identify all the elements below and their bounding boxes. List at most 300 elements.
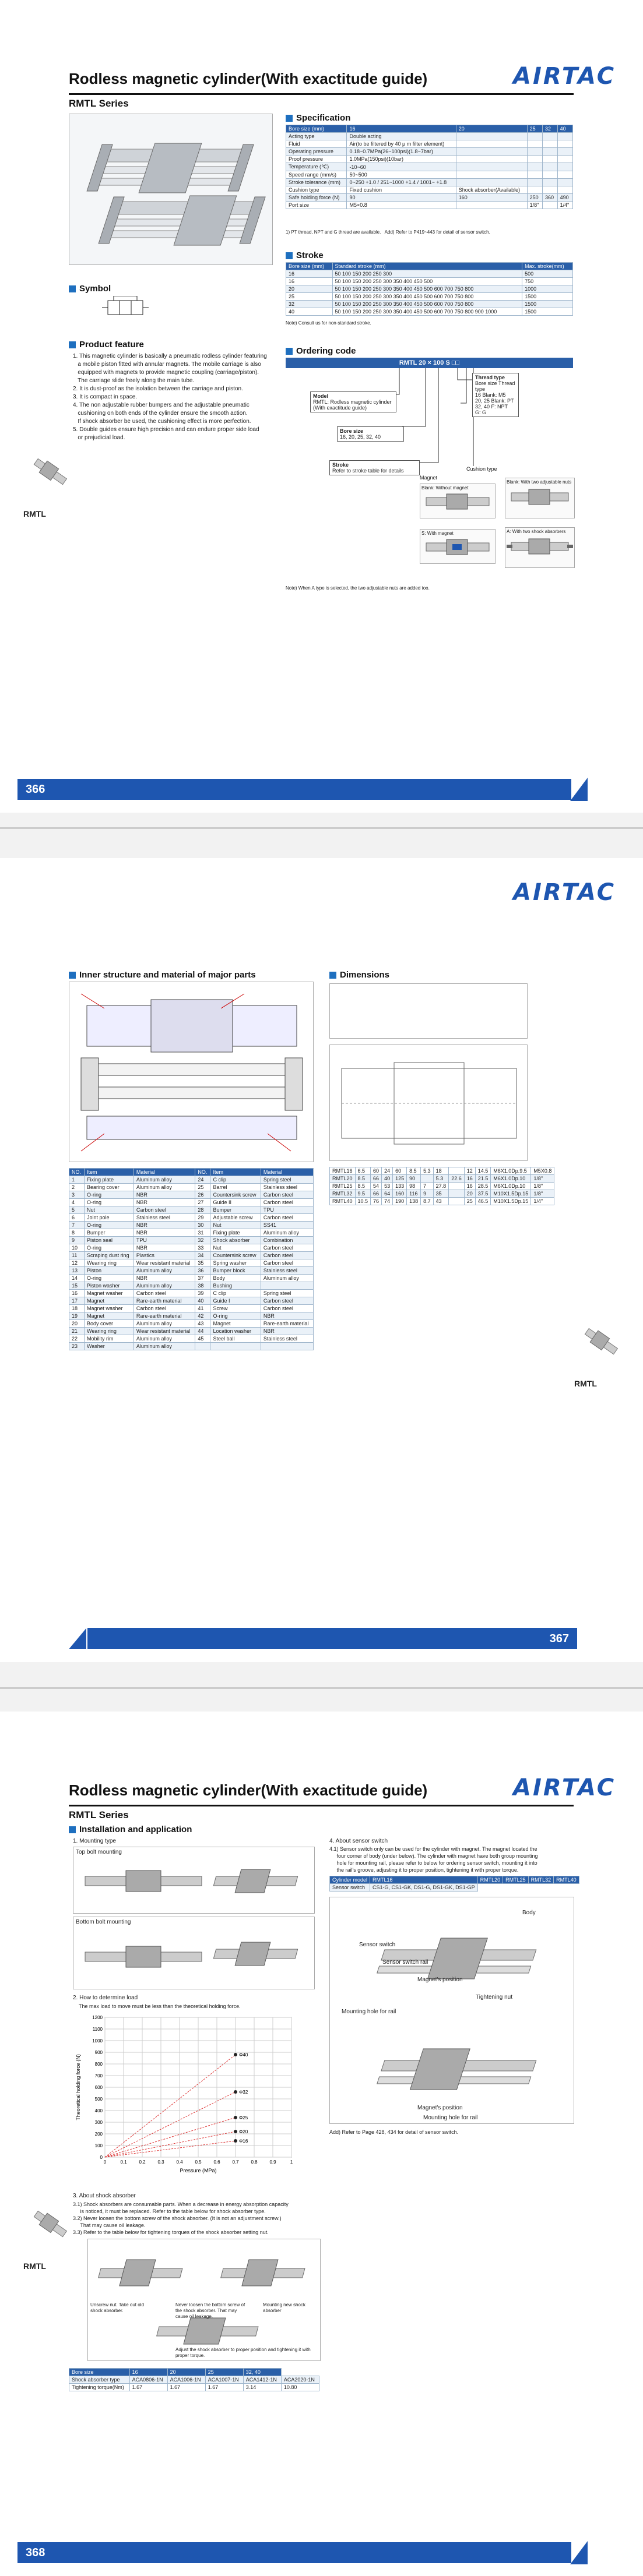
table-cell: 1/8" xyxy=(531,1183,554,1190)
stroke-row xyxy=(286,301,573,308)
table-cell: 38 xyxy=(195,1282,210,1290)
data-point xyxy=(234,2090,237,2094)
table-cell: M5×0.8 xyxy=(347,202,456,209)
x-tick-label: 0.3 xyxy=(157,2159,164,2165)
table-cell: 12 xyxy=(69,1259,85,1267)
y-tick-label: 700 xyxy=(94,2073,103,2079)
install-heading: Installation and application xyxy=(69,1825,192,1834)
table-cell: 5.3 xyxy=(433,1175,449,1183)
table-header-cell: NO. xyxy=(195,1169,210,1176)
stroke-row xyxy=(286,308,573,316)
table-cell: Operating pressure xyxy=(286,148,347,156)
table-cell: Magnet xyxy=(85,1297,134,1305)
table-cell: NBR xyxy=(133,1199,195,1206)
table-cell: Carbon steel xyxy=(261,1191,313,1199)
shock-note-line: 3.3) Refer to the table below for tightening torques of the shock absorber setting nut. xyxy=(73,2229,269,2235)
table-cell: 750 xyxy=(522,278,573,285)
series-label: Φ32 xyxy=(239,2090,248,2095)
part-row xyxy=(69,1176,314,1184)
table-cell: 50 100 150 200 250 300 350 400 450 500 600 700 750 800 xyxy=(332,301,522,308)
part-row xyxy=(69,1275,314,1282)
table-cell: 8.7 xyxy=(421,1198,434,1205)
table-cell: Temperature (℃) xyxy=(286,163,347,171)
y-tick-label: 500 xyxy=(94,2097,103,2102)
table-cell: 0.18~0.7MPa(26~100psi)(1.8~7bar) xyxy=(347,148,456,156)
order-thread-box: Thread type Bore size Thread type 16 Blank: M5 20, 25 Blank: PT 32, 40 F: NPT G: G xyxy=(472,373,519,417)
table-cell xyxy=(527,163,542,171)
spec-note: 1) PT thread, NPT and G thread are available. Add) Refer to P419~443 for detail of sensor switch. xyxy=(286,230,490,235)
side-thumbnail-icon xyxy=(23,449,73,501)
order-bore-box: Bore size 16, 20, 25, 32, 40 xyxy=(337,426,404,442)
table-cell: Spring washer xyxy=(210,1259,261,1267)
table-cell: 160 xyxy=(393,1190,407,1198)
table-cell: 16 xyxy=(464,1175,475,1183)
table-cell: 3.14 xyxy=(243,2384,281,2391)
table-cell: 36 xyxy=(195,1267,210,1275)
table-cell: 1 xyxy=(69,1176,85,1184)
spec-row xyxy=(286,202,573,209)
x-tick-label: 0.5 xyxy=(195,2159,202,2165)
table-cell: 66 xyxy=(371,1190,382,1198)
side-label: RMTL xyxy=(23,2261,46,2271)
table-cell: 25 xyxy=(464,1198,475,1205)
table-cell: Magnet washer xyxy=(85,1290,134,1297)
spec-row xyxy=(286,179,573,186)
y-tick-label: 600 xyxy=(94,2085,103,2090)
stroke-row xyxy=(286,293,573,301)
page-separator xyxy=(0,1687,643,1689)
table-cell: RMTL20 xyxy=(330,1175,356,1183)
y-tick-label: 0 xyxy=(100,2155,103,2160)
table-cell xyxy=(449,1190,465,1198)
table-cell: Wear resistant material xyxy=(133,1259,195,1267)
table-cell: 50 100 150 200 250 300 350 400 450 500 600 700 750 800 xyxy=(332,285,522,293)
shock-note-line: is noticed, it must be replaced. Refer to the table below for shock absorber type. xyxy=(73,2208,266,2214)
table-cell: 10 xyxy=(69,1244,85,1252)
table-cell: Adjustable screw xyxy=(210,1214,261,1222)
table-cell: Rare-earth material xyxy=(133,1297,195,1305)
table-cell: Carbon steel xyxy=(133,1206,195,1214)
y-tick-label: 1200 xyxy=(92,2015,103,2020)
sensor-note-line: the rail's groove, adjusting it to proper position, tightening it with proper torque. xyxy=(329,1867,519,1873)
table-cell xyxy=(527,133,542,140)
table-cell: 1/4" xyxy=(531,1198,554,1205)
table-cell: Shock absorber type xyxy=(69,2376,130,2384)
table-header-cell: Item xyxy=(210,1169,261,1176)
table-cell: Piston seal xyxy=(85,1237,134,1244)
table-cell: Nut xyxy=(210,1222,261,1229)
x-tick-label: 0.8 xyxy=(251,2159,258,2165)
table-cell: 16 xyxy=(69,1290,85,1297)
table-cell: 39 xyxy=(195,1290,210,1297)
table-header-cell: Standard stroke (mm) xyxy=(332,263,522,270)
table-header-cell: Bore size (mm) xyxy=(286,263,333,270)
table-header-cell: Item xyxy=(85,1169,134,1176)
table-cell: M5X0.8 xyxy=(531,1167,554,1175)
table-cell: Speed range (mm/s) xyxy=(286,171,347,179)
table-cell xyxy=(543,186,558,194)
parts-table xyxy=(69,1168,314,1350)
inner-structure-drawing xyxy=(69,982,314,1162)
table-cell: O-ring xyxy=(85,1275,134,1282)
table-cell: 3 xyxy=(69,1191,85,1199)
table-cell: 24 xyxy=(195,1176,210,1184)
thread-row: Bore size Thread type xyxy=(475,380,515,392)
table-cell: Fluid xyxy=(286,140,347,148)
symbol-heading: Symbol xyxy=(69,284,111,294)
table-cell: NBR xyxy=(133,1191,195,1199)
brand-logo: AIRTAC xyxy=(513,879,616,906)
table-cell: RMTL25 xyxy=(330,1183,356,1190)
shock-callout-1: Unscrew nut. Take out old shock absorber. xyxy=(90,2302,144,2313)
table-cell: 14 xyxy=(69,1275,85,1282)
table-cell: 16 xyxy=(286,270,333,278)
table-cell xyxy=(456,202,527,209)
thread-row: 16 Blank: M5 xyxy=(475,392,506,398)
sensor-label-magnet-2: Magnet's position xyxy=(417,2105,463,2111)
table-cell: O-ring xyxy=(85,1199,134,1206)
catalog-page-367 xyxy=(0,858,643,1662)
table-header-cell: 25 xyxy=(205,2369,243,2376)
part-row xyxy=(69,1328,314,1335)
table-cell: Stainless steel xyxy=(261,1335,313,1343)
table-header-cell: Cylinder model xyxy=(330,1876,370,1884)
table-cell: Piston washer xyxy=(85,1282,134,1290)
table-cell: Rare-earth material xyxy=(133,1312,195,1320)
table-cell xyxy=(261,1343,313,1350)
table-cell: Magnet xyxy=(85,1312,134,1320)
table-cell xyxy=(449,1167,465,1175)
table-cell: Double acting xyxy=(347,133,456,140)
table-cell: Wear resistant material xyxy=(133,1328,195,1335)
sensor-label-nut: Tightening nut xyxy=(476,1994,513,2000)
catalog-page-368 xyxy=(0,1712,643,2576)
table-cell: Carbon steel xyxy=(261,1214,313,1222)
table-cell: 41 xyxy=(195,1305,210,1312)
table-cell: 116 xyxy=(407,1190,421,1198)
table-cell: O-ring xyxy=(85,1222,134,1229)
stroke-row xyxy=(286,278,573,285)
table-header-cell: RMTL32 xyxy=(528,1876,554,1884)
part-row xyxy=(69,1312,314,1320)
table-cell: Safe holding force (N) xyxy=(286,194,347,202)
feature-line: The carriage slide freely along the main tube. xyxy=(73,377,195,384)
part-row xyxy=(69,1290,314,1297)
shock-callout-4: Adjust the shock absorber to proper position and tightening it with proper torque. xyxy=(175,2347,311,2358)
table-header-row xyxy=(69,2369,319,2376)
part-row xyxy=(69,1206,314,1214)
feature-line: 4. The non adjustable rubber bumpers and the adjustable pneumatic xyxy=(73,402,250,408)
table-cell: Carbon steel xyxy=(261,1305,313,1312)
table-cell: 6 xyxy=(69,1214,85,1222)
x-tick-label: 0.1 xyxy=(120,2159,127,2165)
table-cell xyxy=(543,140,558,148)
sensor-label-rail: Sensor switch rail xyxy=(382,1959,428,1965)
x-tick-label: 0.2 xyxy=(139,2159,146,2165)
table-cell: 20 xyxy=(69,1320,85,1328)
side-label: RMTL xyxy=(23,509,46,518)
table-cell: Cushion type xyxy=(286,186,347,194)
inner-structure-heading: Inner structure and material of major parts xyxy=(69,970,256,980)
table-cell: 1/8" xyxy=(531,1190,554,1198)
spec-row xyxy=(286,171,573,179)
table-cell: M10X1.5Dp.15 xyxy=(491,1190,531,1198)
sensor-label-switch: Sensor switch xyxy=(359,1942,396,1948)
table-cell: 9 xyxy=(69,1237,85,1244)
table-cell: Fixing plate xyxy=(210,1229,261,1237)
table-cell: 37 xyxy=(195,1275,210,1282)
table-cell: 490 xyxy=(557,194,572,202)
table-cell: 60 xyxy=(393,1167,407,1175)
table-cell: 10.5 xyxy=(355,1198,371,1205)
side-thumbnail-icon xyxy=(23,2201,73,2253)
series-name: RMTL Series xyxy=(69,98,129,109)
table-cell: Mobility rim xyxy=(85,1335,134,1343)
table-cell: 40 xyxy=(286,308,333,316)
part-row xyxy=(69,1282,314,1290)
table-cell: Shock absorber(Available) xyxy=(456,186,527,194)
table-cell: 25 xyxy=(195,1184,210,1191)
table-cell: M6X1.0Dp.9.5 xyxy=(491,1167,531,1175)
table-cell: Combination xyxy=(261,1237,313,1244)
stroke-heading: Stroke xyxy=(286,250,324,260)
table-header-row xyxy=(69,1169,314,1176)
table-cell xyxy=(543,202,558,209)
title-rule xyxy=(69,1805,574,1806)
table-cell: 16 xyxy=(286,278,333,285)
spec-row xyxy=(286,133,573,140)
table-cell: 43 xyxy=(433,1198,449,1205)
shock-row xyxy=(69,2384,319,2391)
table-cell: 1/8" xyxy=(531,1175,554,1183)
table-cell: 138 xyxy=(407,1198,421,1205)
part-row xyxy=(69,1222,314,1229)
table-cell xyxy=(557,163,572,171)
table-cell xyxy=(456,156,527,163)
table-cell: 34 xyxy=(195,1252,210,1259)
table-cell: 98 xyxy=(407,1183,421,1190)
x-tick-label: 0.7 xyxy=(232,2159,239,2165)
stroke-note: Note) Consult us for non-standard stroke. xyxy=(286,320,371,326)
table-cell: Washer xyxy=(85,1343,134,1350)
feature-heading: Product feature xyxy=(69,340,144,350)
sensor-note-line: 4.1) Sensor switch only can be used for the cylinder with magnet. The magnet located the xyxy=(329,1846,537,1852)
spec-row xyxy=(286,194,573,202)
table-header-cell: Bore size xyxy=(69,2369,130,2376)
table-cell: Bumper block xyxy=(210,1267,261,1275)
table-cell: 35 xyxy=(195,1259,210,1267)
table-cell: NBR xyxy=(133,1222,195,1229)
table-cell: 20 xyxy=(464,1190,475,1198)
stroke-table xyxy=(286,262,573,316)
table-cell: Location washer xyxy=(210,1328,261,1335)
table-cell: 33 xyxy=(195,1244,210,1252)
table-cell: Guide I xyxy=(210,1297,261,1305)
table-cell: 44 xyxy=(195,1328,210,1335)
table-cell xyxy=(456,133,527,140)
table-cell xyxy=(261,1282,313,1290)
table-cell: 90 xyxy=(347,194,456,202)
bottom-mount-label: Bottom bolt mounting xyxy=(76,1919,131,1925)
data-point xyxy=(234,2139,237,2143)
table-header-cell: Max. stroke(mm) xyxy=(522,263,573,270)
table-header-cell: Material xyxy=(261,1169,313,1176)
table-cell: NBR xyxy=(261,1312,313,1320)
table-cell: Scraping dust ring xyxy=(85,1252,134,1259)
brand-triangle-icon xyxy=(570,2541,588,2564)
table-cell: Countersink screw xyxy=(210,1252,261,1259)
table-cell: 15 xyxy=(69,1282,85,1290)
table-cell xyxy=(557,156,572,163)
table-cell: C clip xyxy=(210,1176,261,1184)
dimensions-heading: Dimensions xyxy=(329,970,389,980)
table-cell: ACA2020-1N xyxy=(281,2376,319,2384)
cushion-blank-figure: Blank: With two adjustable nuts xyxy=(505,478,575,518)
table-cell: 11 xyxy=(69,1252,85,1259)
table-cell: NBR xyxy=(133,1244,195,1252)
order-cushion-label: Cushion type xyxy=(466,466,507,472)
table-cell: 12 xyxy=(464,1167,475,1175)
table-cell: 22 xyxy=(69,1335,85,1343)
spec-row xyxy=(286,186,573,194)
y-tick-label: 1100 xyxy=(92,2027,103,2032)
order-code-bar: RMTL 20 × 100 S □□ xyxy=(286,358,573,368)
page-number: 367 xyxy=(542,1632,577,1646)
part-row xyxy=(69,1237,314,1244)
spec-row xyxy=(286,163,573,171)
table-header-cell: 20 xyxy=(167,2369,205,2376)
x-tick-label: 0 xyxy=(103,2159,107,2165)
table-cell: ACA1006-1N xyxy=(167,2376,205,2384)
table-cell: Rare-earth material xyxy=(261,1320,313,1328)
table-header-cell: NO. xyxy=(69,1169,85,1176)
feature-line: equipped with magnets to provide magnetic coupling (carriage/piston). xyxy=(73,369,259,376)
table-cell: 21 xyxy=(69,1328,85,1335)
table-cell: 50 100 150 200 250 300 350 400 450 500 600 700 750 800 900 1000 xyxy=(332,308,522,316)
table-cell: TPU xyxy=(261,1206,313,1214)
table-cell: Bushing xyxy=(210,1282,261,1290)
table-cell: Sensor switch xyxy=(330,1884,370,1892)
page-number-bar xyxy=(87,1628,577,1649)
table-cell: -10~60 xyxy=(347,163,456,171)
table-cell xyxy=(456,148,527,156)
table-cell: 24 xyxy=(382,1167,393,1175)
table-cell: 28 xyxy=(195,1206,210,1214)
table-cell: ACA1412-1N xyxy=(243,2376,281,2384)
sensor-label-body: Body xyxy=(522,1910,536,1916)
table-cell: ACA1007-1N xyxy=(205,2376,243,2384)
spec-row xyxy=(286,140,573,148)
table-cell: Aluminum alloy xyxy=(133,1343,195,1350)
order-connector-lines xyxy=(286,368,573,485)
page-title: Rodless magnetic cylinder(With exactitude guide) xyxy=(69,1781,428,1799)
table-cell: NBR xyxy=(133,1229,195,1237)
table-cell: Nut xyxy=(210,1244,261,1252)
table-cell xyxy=(543,171,558,179)
table-cell: 4 xyxy=(69,1199,85,1206)
page-number-bar xyxy=(17,779,571,800)
table-cell: 64 xyxy=(382,1190,393,1198)
table-cell: 125 xyxy=(393,1175,407,1183)
table-cell: Aluminum alloy xyxy=(133,1320,195,1328)
dimension-row xyxy=(330,1198,554,1205)
table-cell: 16 xyxy=(464,1183,475,1190)
table-cell: 27 xyxy=(195,1199,210,1206)
table-cell: 32 xyxy=(195,1237,210,1244)
table-header-cell: 20 xyxy=(456,125,527,133)
dimension-drawing-top xyxy=(329,983,528,1039)
table-cell: 43 xyxy=(195,1320,210,1328)
magnet-s-figure: S: With magnet xyxy=(420,529,496,564)
series-name: RMTL Series xyxy=(69,1809,129,1820)
table-cell: 8.5 xyxy=(407,1167,421,1175)
feature-line: 3. It is compact in space. xyxy=(73,394,138,400)
table-cell: 6.5 xyxy=(355,1167,371,1175)
table-cell xyxy=(449,1198,465,1205)
table-cell xyxy=(557,171,572,179)
table-cell: Carbon steel xyxy=(261,1199,313,1206)
side-thumbnail-icon xyxy=(574,1318,624,1371)
table-cell xyxy=(527,171,542,179)
table-cell: 46.5 xyxy=(475,1198,491,1205)
order-note: Note) When A type is selected, the two adjustable nuts are added too. xyxy=(286,585,430,591)
product-photo xyxy=(69,114,273,265)
series-label: Φ25 xyxy=(239,2115,248,2120)
table-header-row xyxy=(286,263,573,270)
table-cell: 17 xyxy=(69,1297,85,1305)
sensor-note-line: four corner of body (under below). The cylinder with magnet have both group mounting xyxy=(329,1853,538,1859)
table-cell: Carbon steel xyxy=(133,1305,195,1312)
dimension-row xyxy=(330,1183,554,1190)
part-row xyxy=(69,1305,314,1312)
table-cell: 133 xyxy=(393,1183,407,1190)
series-label: Φ20 xyxy=(239,2129,248,2134)
table-header-row xyxy=(286,125,573,133)
table-header-cell: 25 xyxy=(527,125,542,133)
dimension-drawing-side xyxy=(329,1044,528,1161)
table-cell: O-ring xyxy=(85,1191,134,1199)
table-cell: Screw xyxy=(210,1305,261,1312)
table-header-cell: 16 xyxy=(347,125,456,133)
table-cell: 50 100 150 200 250 300 350 400 450 500 600 700 750 800 xyxy=(332,293,522,301)
table-cell: M6X1.0Dp.10 xyxy=(491,1175,531,1183)
table-cell: Tightening torque(Nm) xyxy=(69,2384,130,2391)
series-label: Φ16 xyxy=(239,2139,248,2144)
table-cell xyxy=(557,133,572,140)
table-cell: 23 xyxy=(69,1343,85,1350)
y-tick-label: 200 xyxy=(94,2132,103,2137)
table-cell: 40 xyxy=(382,1175,393,1183)
table-cell: Aluminum alloy xyxy=(133,1282,195,1290)
stroke-row xyxy=(286,270,573,278)
table-cell: 9 xyxy=(421,1190,434,1198)
sensor-label-magnet: Magnet's position xyxy=(417,1977,463,1983)
table-cell: Spring steel xyxy=(261,1290,313,1297)
magnet-blank-figure: Blank: Without magnet xyxy=(420,484,496,518)
table-cell: 8 xyxy=(69,1229,85,1237)
table-cell: 1000 xyxy=(522,285,573,293)
table-header-row xyxy=(330,1876,579,1884)
part-row xyxy=(69,1184,314,1191)
shock-absorber-table xyxy=(69,2368,319,2391)
table-cell: Plastics xyxy=(133,1252,195,1259)
part-row xyxy=(69,1244,314,1252)
order-heading: Ordering code xyxy=(286,346,356,356)
sensor-label-hole: Mounting hole for rail xyxy=(342,2009,396,2015)
table-cell: 42 xyxy=(195,1312,210,1320)
table-cell: 13 xyxy=(69,1267,85,1275)
y-tick-label: 400 xyxy=(94,2108,103,2113)
